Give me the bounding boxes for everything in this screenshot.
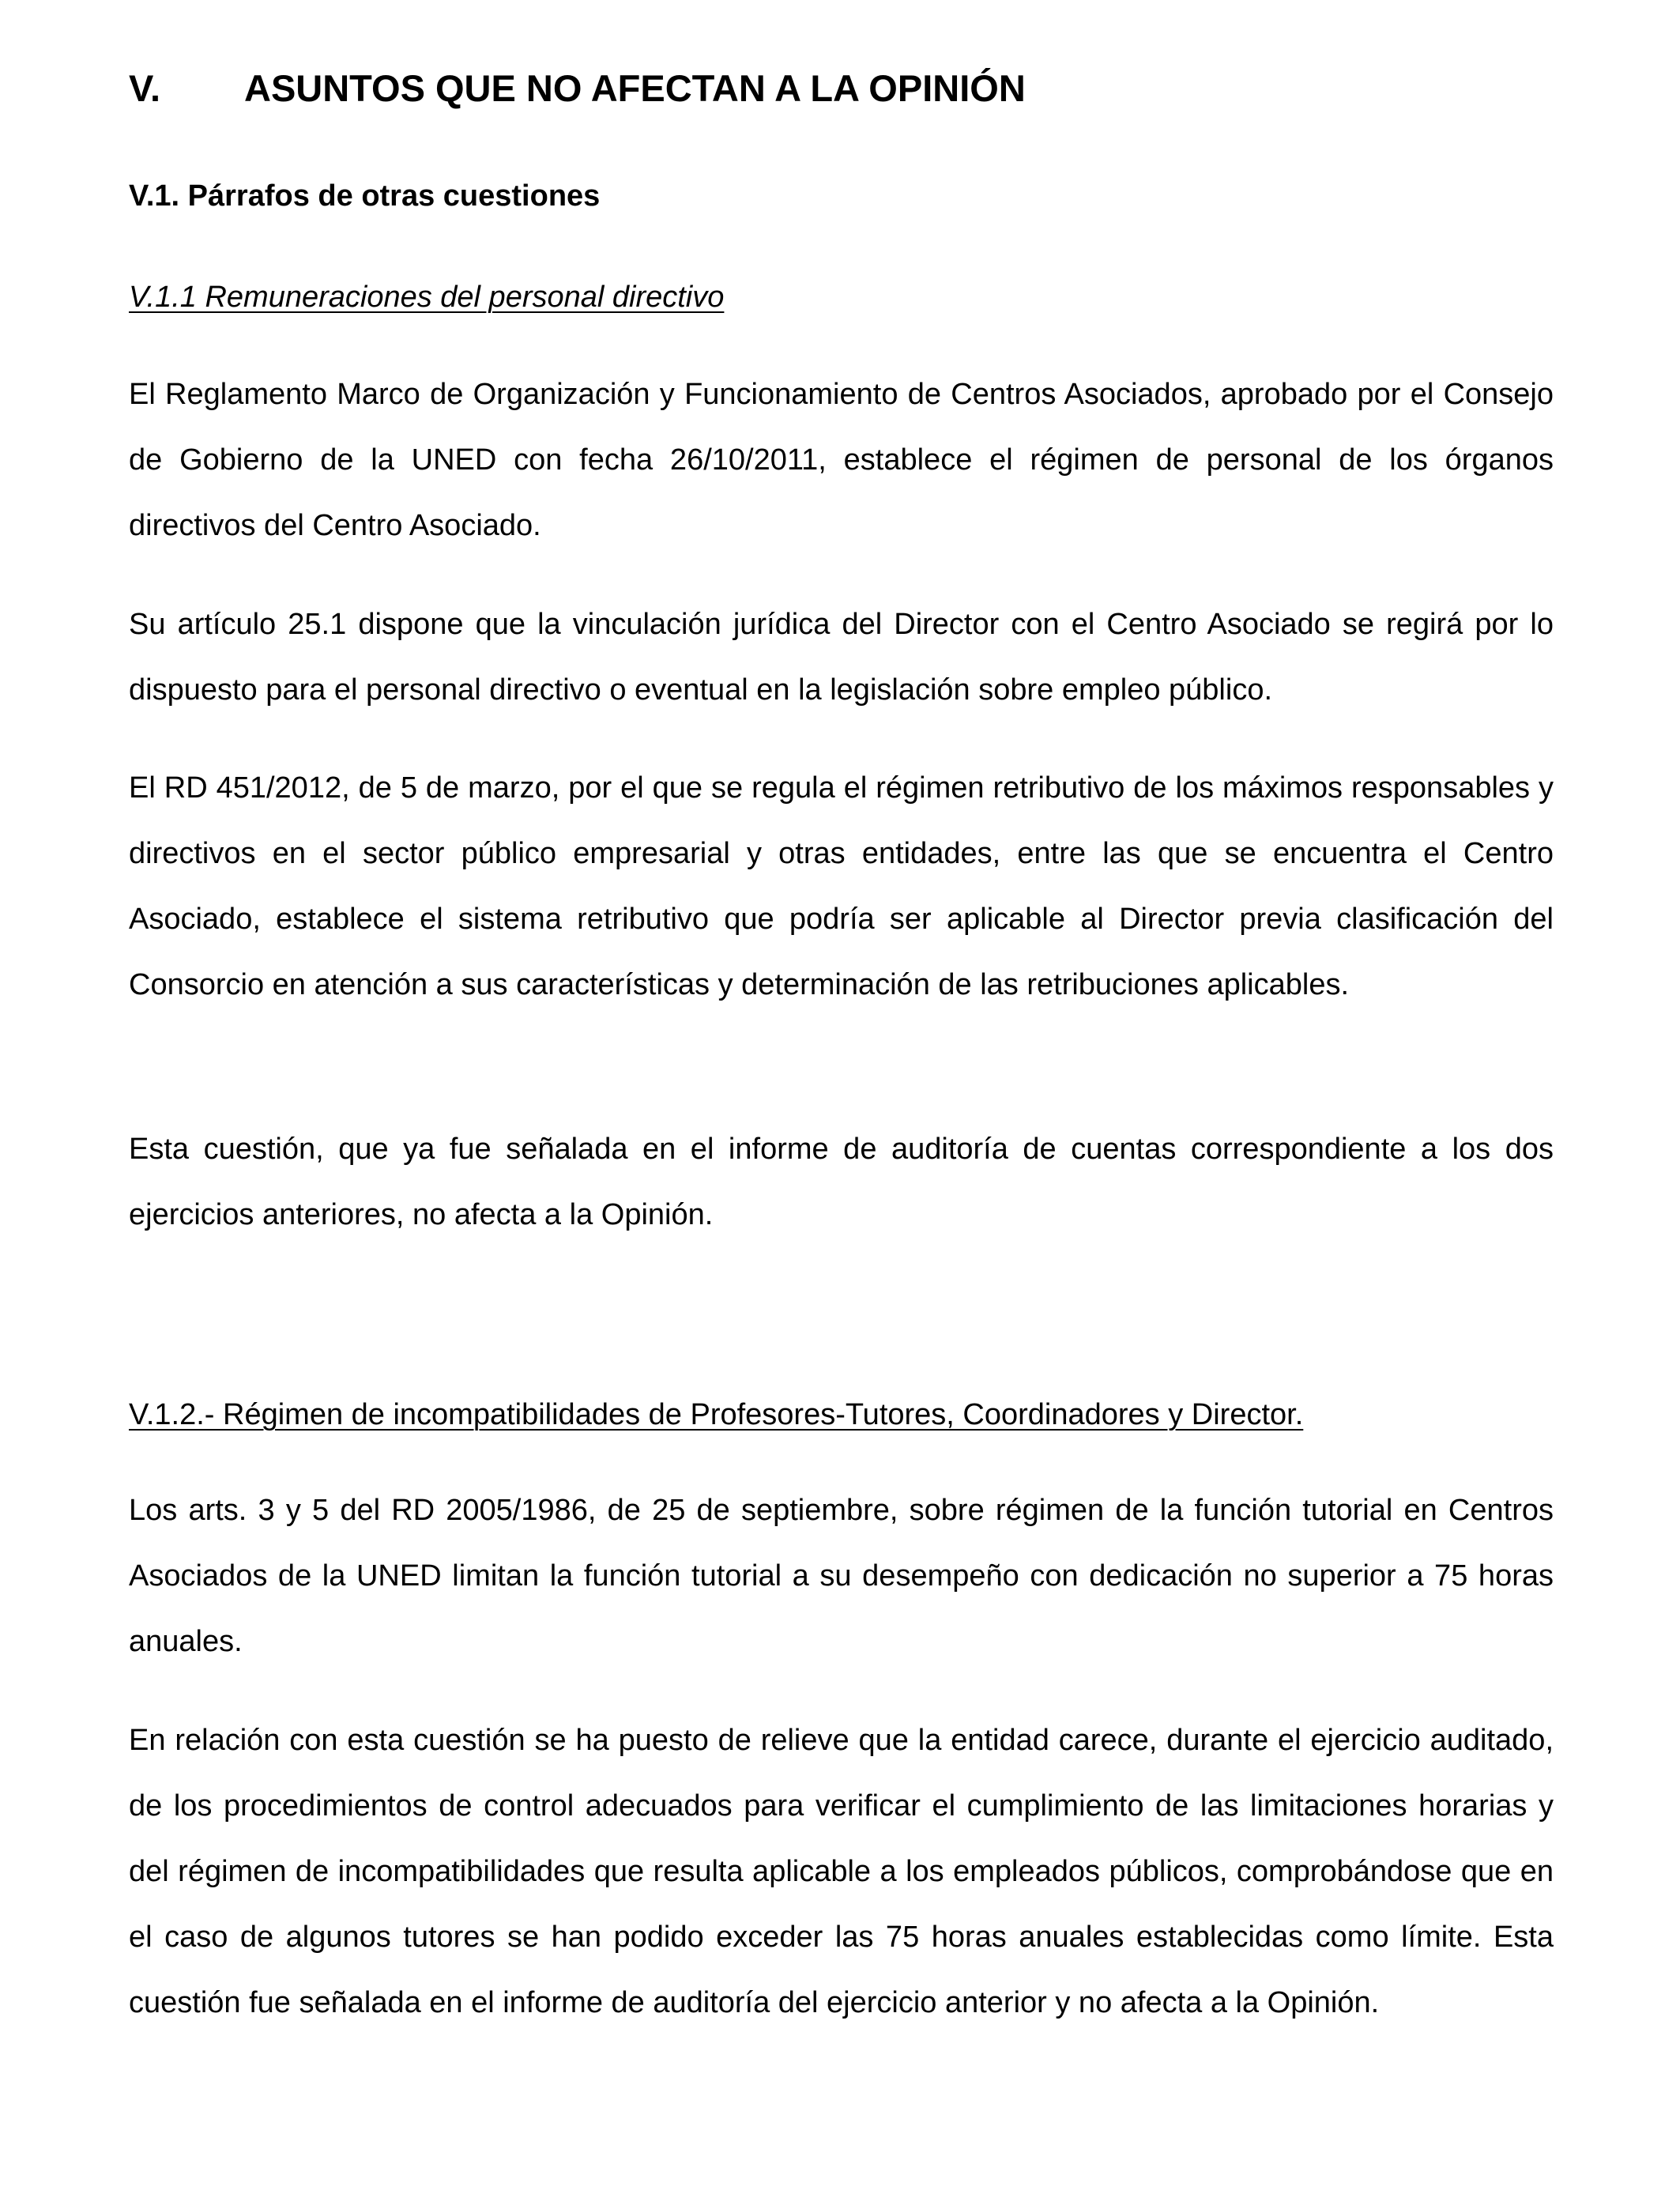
item1-paragraph-1: El Reglamento Marco de Organización y Funcionamiento de Centros Asociados, aprobado por el Consejo de Gobierno de la UNED con fecha 26/10/2011, establece el régimen de personal de los órganos directivos del Centro Asociado. <box>129 378 1554 542</box>
item1-paragraph-3: El RD 451/2012, de 5 de marzo, por el que se regula el régimen retributivo de los máximos responsables y directivos en el sector público empresarial y otras entidades, entre las que se encuentra el Centro Asociado, establece el sistema retributivo que podría ser aplicable al Director previa clasificación del Consorcio en atención a sus características y determinación de las retribuciones aplicables. <box>129 771 1554 1001</box>
item1-heading: V.1.1 Remuneraciones del personal directivo <box>129 281 725 314</box>
item2-heading: V.1.2.- Régimen de incompatibilidades de Profesores-Tutores, Coordinadores y Director. <box>129 1398 1304 1431</box>
section-heading <box>129 65 1554 112</box>
subsection-heading: V.1. Párrafos de otras cuestiones <box>129 179 601 213</box>
section-title: ASUNTOS QUE NO AFECTAN A LA OPINIÓN <box>244 67 1026 109</box>
item2-paragraph-1: Los arts. 3 y 5 del RD 2005/1986, de 25 de septiembre, sobre régimen de la función tutorial en Centros Asociados de la UNED limitan la función tutorial a su desempeño con dedicación no superior a 75 horas anuales. <box>129 1494 1554 1658</box>
item2-paragraph-2: En relación con esta cuestión se ha puesto de relieve que la entidad carece, durante el ejercicio auditado, de los procedimientos de control adecuados para verificar el cumplimiento de las limitaciones horarias y del régimen de incompatibilidades que resulta aplicable a los empleados públicos, comprobándose que en el caso de algunos tutores se han podido exceder las 75 horas anuales establecidas como límite. Esta cuestión fue señalada en el informe de auditoría del ejercicio anterior y no afecta a la Opinión. <box>129 1724 1554 2019</box>
item1-paragraph-4: Esta cuestión, que ya fue señalada en el informe de auditoría de cuentas correspondiente a los dos ejercicios anteriores, no afecta a la Opinión. <box>129 1133 1554 1231</box>
item1-paragraph-2: Su artículo 25.1 dispone que la vinculación jurídica del Director con el Centro Asociado se regirá por lo dispuesto para el personal directivo o eventual en la legislación sobre empleo público. <box>129 608 1554 707</box>
section-number: V. <box>129 67 161 109</box>
